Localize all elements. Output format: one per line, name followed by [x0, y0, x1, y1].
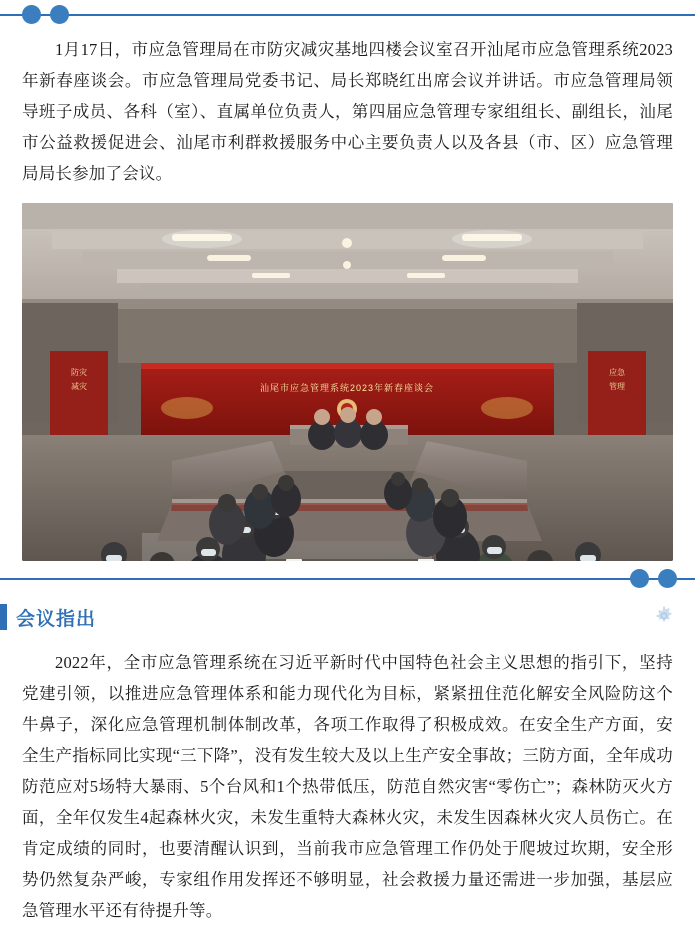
top-decoration	[0, 0, 695, 30]
section-accent-bar	[0, 604, 7, 630]
svg-text:防灾: 防灾	[71, 368, 87, 377]
photo-figure	[0, 199, 695, 561]
decorative-dot-icon	[630, 569, 649, 588]
section-paragraph: 2022年，全市应急管理系统在习近平新时代中国特色社会主义思想的指引下，坚持党建引领，以推进应急管理体系和能力现代化为目标，紧紧扭住范化解安全风险防这个牛鼻子，深化应急管理机制体制改革，各项工作取得了积极成效。在安全生产方面，安全生产指标同比实现“三下降”，没有发生较大及以上生产安全事故；三防方面，全年成功防范应对5场特大暴雨、5个台风和1个热带低压，防范自然灾害“零伤亡”；森林防灭火方面，全年仅发生4起森林火灾，未发生重特大森林火灾，未发生因森林火灾人员伤亡。在肯定成绩的同时，也要清醒认识到，当前我市应急管理工作仍处于爬坡过坎期，安全形势仍然复杂严峻，专家组作用发挥还不够明显，社会救援力量还需进一步加强，基层应急管理水平还有待提升等。	[22, 653, 673, 920]
mid-dot-pair	[630, 569, 677, 588]
section-title: 会议指出	[16, 608, 97, 630]
top-divider-rule	[0, 14, 695, 16]
svg-text:汕尾市应急管理系统2023年新春座谈会: 汕尾市应急管理系统2023年新春座谈会	[259, 383, 435, 393]
decorative-dot-icon	[50, 5, 69, 24]
mid-divider-rule	[0, 578, 695, 580]
intro-section	[0, 30, 695, 199]
gear-icon	[653, 605, 675, 627]
mid-decoration	[0, 561, 695, 597]
top-dot-pair	[22, 5, 69, 24]
svg-text:管理: 管理	[609, 382, 625, 391]
intro-paragraph: 1月17日，市应急管理局在市防灾减灾基地四楼会议室召开汕尾市应急管理系统2023年新春座谈会。市应急管理局党委书记、局长郑晓红出席会议并讲话。市应急管理局领导班子成员、各科（室）、直属单位负责人，第四届应急管理专家组组长、副组长，汕尾市公益救援促进会、汕尾市利群救援服务中心主要负责人以及各县（市、区）应急管理局局长参加了会议。	[22, 40, 673, 183]
decorative-dot-icon	[22, 5, 41, 24]
svg-text:减灾: 减灾	[71, 382, 87, 391]
decorative-dot-icon	[658, 569, 677, 588]
meeting-photo	[22, 203, 673, 561]
section-heading	[0, 597, 695, 637]
meeting-points-section	[0, 647, 695, 940]
meeting-photo-graphic	[22, 203, 673, 561]
svg-text:应急: 应急	[609, 368, 625, 377]
